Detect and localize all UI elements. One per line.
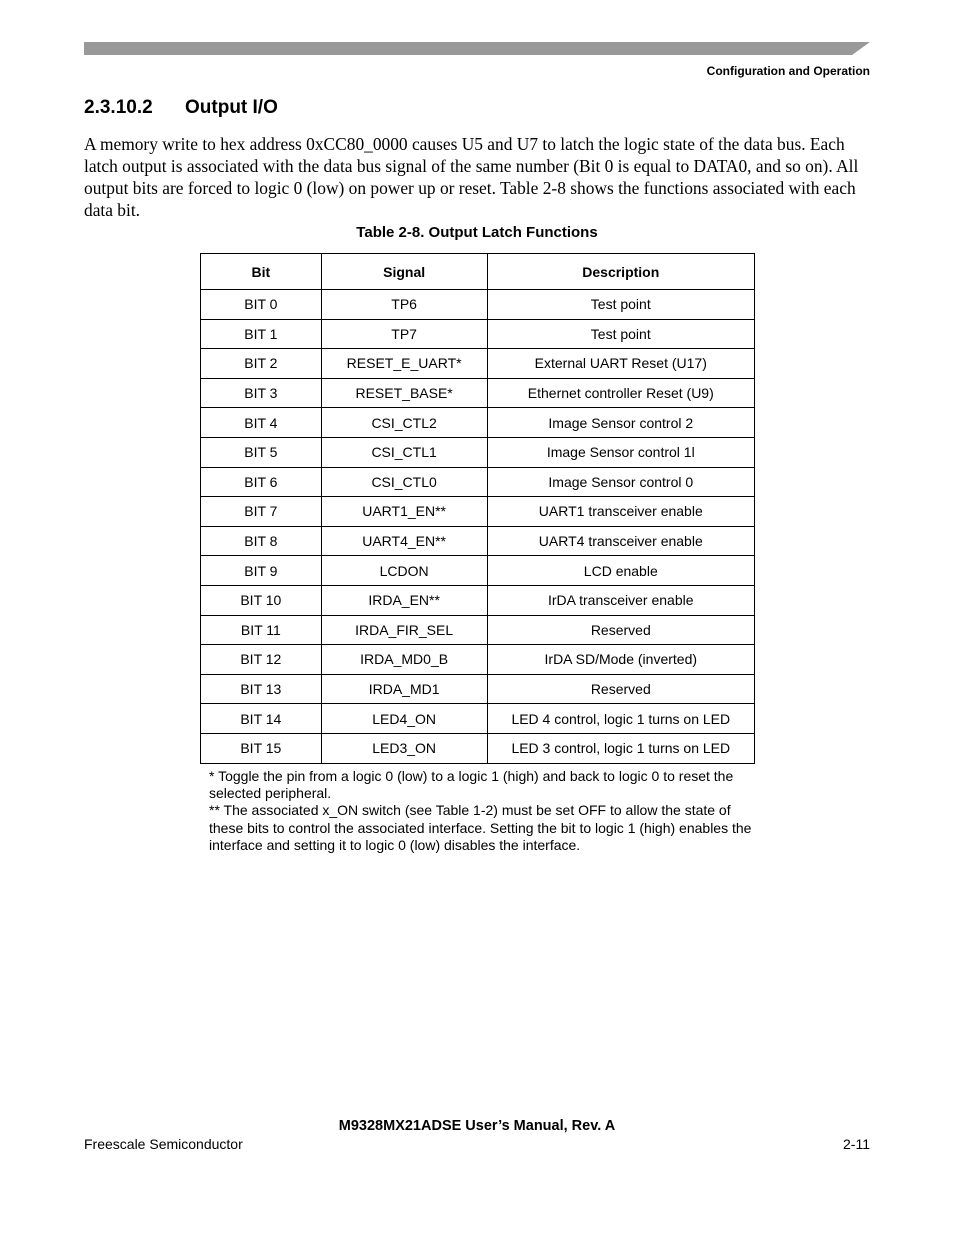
cell-bit: BIT 5 <box>201 437 322 467</box>
cell-description: Image Sensor control 0 <box>487 467 754 497</box>
cell-bit: BIT 4 <box>201 408 322 438</box>
cell-signal: IRDA_FIR_SEL <box>321 615 487 645</box>
header-description: Description <box>487 254 754 290</box>
header-signal: Signal <box>321 254 487 290</box>
cell-description: Reserved <box>487 674 754 704</box>
cell-signal: IRDA_MD1 <box>321 674 487 704</box>
cell-signal: UART4_EN** <box>321 526 487 556</box>
cell-bit: BIT 8 <box>201 526 322 556</box>
cell-bit: BIT 11 <box>201 615 322 645</box>
header-bit: Bit <box>201 254 322 290</box>
cell-bit: BIT 15 <box>201 733 322 763</box>
cell-description: External UART Reset (U17) <box>487 349 754 379</box>
output-latch-table <box>200 253 755 764</box>
cell-description: UART1 transceiver enable <box>487 497 754 527</box>
section-heading <box>84 97 278 119</box>
table-row <box>201 526 755 556</box>
cell-signal: LED3_ON <box>321 733 487 763</box>
body-paragraph: A memory write to hex address 0xCC80_0000 causes U5 and U7 to latch the logic state of the data bus. Each latch output is associated with the data bus signal of the same number (Bit 0 is equal to DATA0, and so on). All output bits are forced to logic 0 (low) on power up or reset. Table 2-8 shows the functions associated with each data bit. <box>84 134 859 220</box>
cell-bit: BIT 12 <box>201 645 322 675</box>
cell-description: Image Sensor control 2 <box>487 408 754 438</box>
cell-signal: IRDA_EN** <box>321 585 487 615</box>
cell-signal: RESET_BASE* <box>321 378 487 408</box>
footer-company: Freescale Semiconductor <box>84 1136 243 1152</box>
cell-description: IrDA SD/Mode (inverted) <box>487 645 754 675</box>
cell-bit: BIT 14 <box>201 704 322 734</box>
cell-bit: BIT 3 <box>201 378 322 408</box>
table-row <box>201 290 755 320</box>
table-row <box>201 378 755 408</box>
cell-description: Image Sensor control 1l <box>487 437 754 467</box>
cell-description: LCD enable <box>487 556 754 586</box>
cell-bit: BIT 2 <box>201 349 322 379</box>
header-bar <box>84 42 870 55</box>
table-row <box>201 704 755 734</box>
cell-description: Ethernet controller Reset (U9) <box>487 378 754 408</box>
cell-signal: RESET_E_UART* <box>321 349 487 379</box>
cell-signal: CSI_CTL2 <box>321 408 487 438</box>
cell-signal: UART1_EN** <box>321 497 487 527</box>
cell-description: Test point <box>487 319 754 349</box>
cell-description: UART4 transceiver enable <box>487 526 754 556</box>
cell-bit: BIT 7 <box>201 497 322 527</box>
table-row <box>201 615 755 645</box>
cell-description: Test point <box>487 290 754 320</box>
table-row <box>201 674 755 704</box>
table-row <box>201 349 755 379</box>
cell-signal: CSI_CTL1 <box>321 437 487 467</box>
cell-description: Reserved <box>487 615 754 645</box>
cell-signal: LCDON <box>321 556 487 586</box>
table-caption: Table 2-8. Output Latch Functions <box>356 224 598 241</box>
cell-signal: TP7 <box>321 319 487 349</box>
table-notes <box>209 768 754 854</box>
table-row <box>201 319 755 349</box>
table-body <box>201 290 755 764</box>
note-switch: ** The associated x_ON switch (see Table 1-2) must be set OFF to allow the state of these bits to control the associated interface. Setting the bit to logic 1 (high) enables the interface and setting it to logic 0 (low) disables the interface. <box>209 802 752 853</box>
cell-signal: CSI_CTL0 <box>321 467 487 497</box>
section-title: Output I/O <box>185 97 278 118</box>
note-reset: * Toggle the pin from a logic 0 (low) to a logic 1 (high) and back to logic 0 to reset the selected peripheral. <box>209 768 734 802</box>
cell-bit: BIT 9 <box>201 556 322 586</box>
cell-description: LED 4 control, logic 1 turns on LED <box>487 704 754 734</box>
cell-bit: BIT 6 <box>201 467 322 497</box>
table-row <box>201 497 755 527</box>
cell-bit: BIT 1 <box>201 319 322 349</box>
cell-signal: LED4_ON <box>321 704 487 734</box>
table-row <box>201 585 755 615</box>
cell-bit: BIT 0 <box>201 290 322 320</box>
footer-manual-title: M9328MX21ADSE User’s Manual, Rev. A <box>338 1118 616 1134</box>
table-row <box>201 556 755 586</box>
cell-bit: BIT 13 <box>201 674 322 704</box>
cell-description: LED 3 control, logic 1 turns on LED <box>487 733 754 763</box>
footer-page-number: 2-11 <box>843 1136 870 1152</box>
table-row <box>201 733 755 763</box>
table-row <box>201 645 755 675</box>
cell-bit: BIT 10 <box>201 585 322 615</box>
table-header-row <box>201 254 755 290</box>
running-head: Configuration and Operation <box>706 64 870 78</box>
cell-description: IrDA transceiver enable <box>487 585 754 615</box>
table-row <box>201 467 755 497</box>
table-row <box>201 437 755 467</box>
cell-signal: IRDA_MD0_B <box>321 645 487 675</box>
cell-signal: TP6 <box>321 290 487 320</box>
section-number: 2.3.10.2 <box>84 97 153 118</box>
table-row <box>201 408 755 438</box>
